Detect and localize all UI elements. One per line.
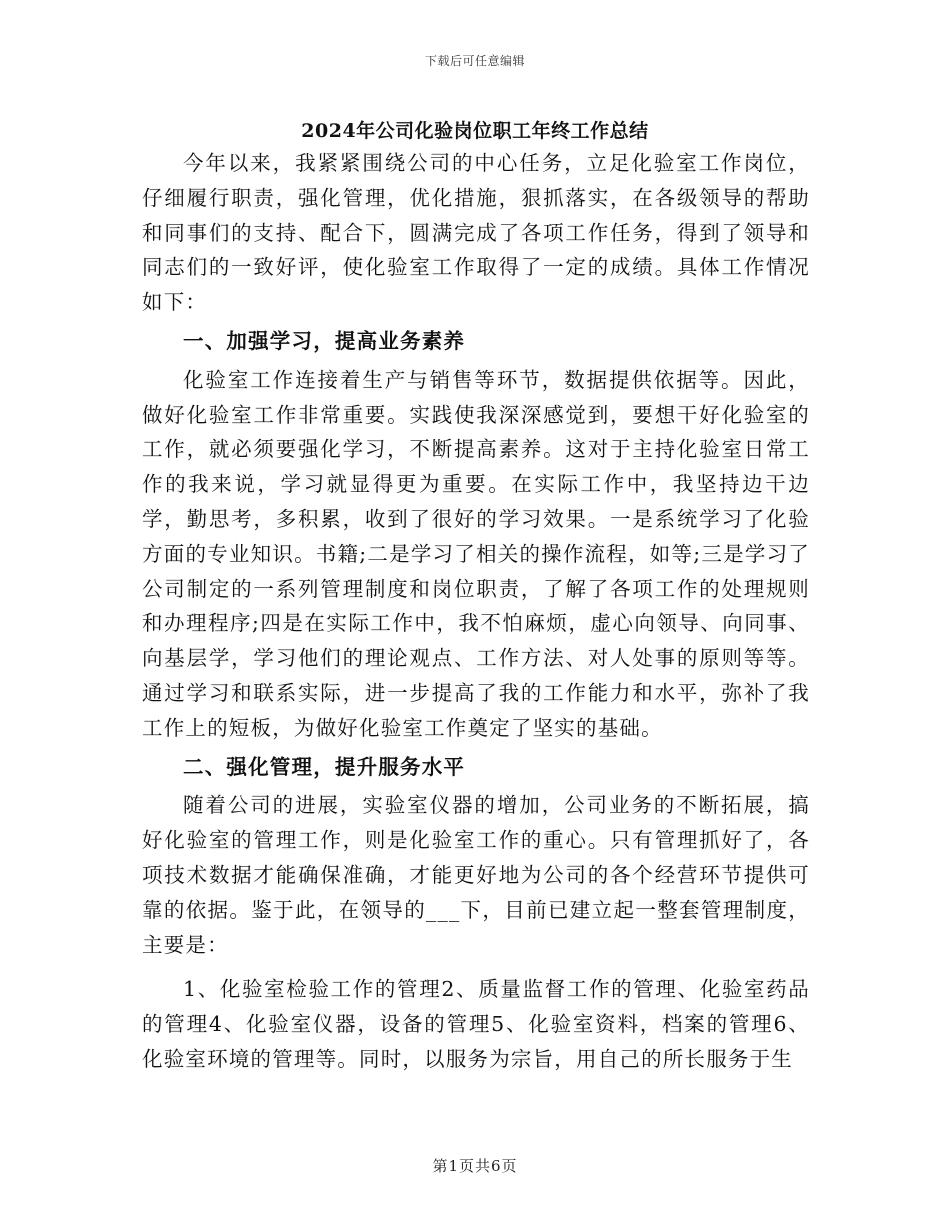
- section-heading-2: 二、强化管理，提升服务水平: [183, 754, 466, 779]
- section-1-paragraph: 化验室工作连接着生产与销售等环节，数据提供依据等。因此，做好化验室工作非常重要。实践使我深深感觉到，要想干好化验室的工作，就必须要强化学习，不断提高素养。这对于主持化验室日常工作的我来说，学习就显得更为重要。在实际工作中，我坚持边干边学，勤思考，多积累，收到了很好的学习效果。一是系统学习了化验方面的专业知识。书籍;二是学习了相关的操作流程，如等;三是学习了公司制定的一系列管理制度和岗位职责，了解了各项工作的处理规则和办理程序;四是在实际工作中，我不怕麻烦，虚心向领导、向同事、向基层学，学习他们的理论观点、工作方法、对人处事的原则等等。通过学习和联系实际，进一步提高了我的工作能力和水平，弥补了我工作上的短板，为做好化验室工作奠定了坚实的基础。: [142, 367, 810, 740]
- intro-paragraph: 今年以来，我紧紧围绕公司的中心任务，立足化验室工作岗位，仔细履行职责，强化管理，优化措施，狠抓落实，在各级领导的帮助和同事们的支持、配合下，圆满完成了各项工作任务，得到了领导和同志们的一致好评，使化验室工作取得了一定的成绩。具体工作情况如下：: [142, 151, 810, 315]
- page-footer: 第1页共6页: [432, 1157, 518, 1175]
- section-2-paragraph: 随着公司的进展，实验室仪器的增加，公司业务的不断拓展，搞好化验室的管理工作，则是化验室工作的重心。只有管理抓好了，各项技术数据才能确保准确，才能更好地为公司的各个经营环节提供可靠的依据。鉴于此，在领导的___下，目前已建立起一整套管理制度，主要是：: [142, 793, 810, 957]
- document-title: 2024年公司化验岗位职工年终工作总结: [301, 120, 649, 142]
- section-2-list-paragraph: 1、化验室检验工作的管理2、质量监督工作的管理、化验室药品的管理4、化验室仪器，设备的管理5、化验室资料，档案的管理6、化验室环境的管理等。同时，以服务为宗旨，用自己的所长服务于生: [142, 977, 810, 1071]
- page-header-note: 下载后可任意编辑: [424, 54, 525, 68]
- document-body: [142, 146, 810, 1077]
- spacer: [142, 962, 810, 972]
- section-heading-1: 一、加强学习，提高业务素养: [183, 328, 466, 353]
